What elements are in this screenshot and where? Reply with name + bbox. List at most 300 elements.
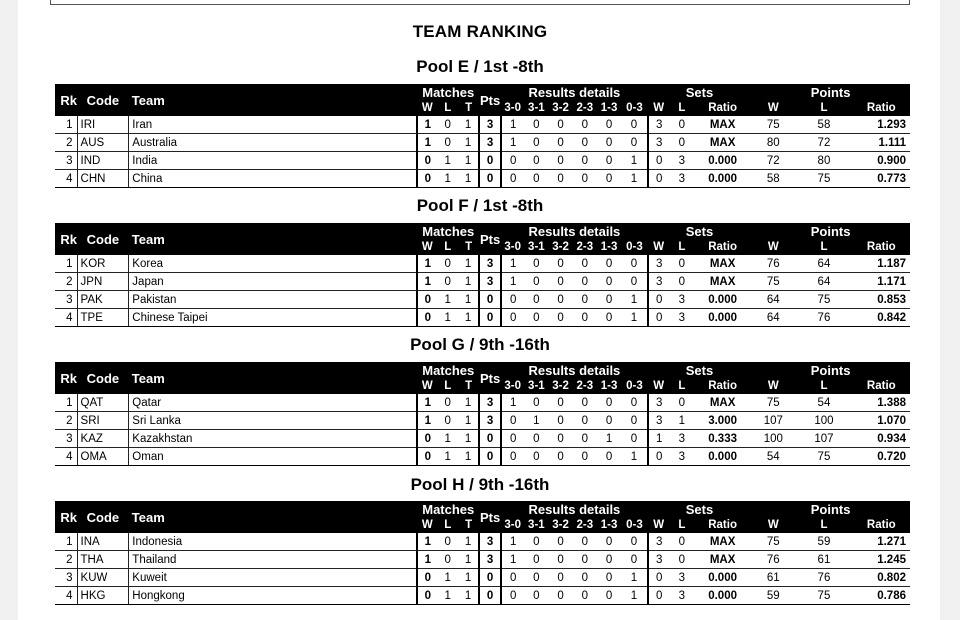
sets-won-cell: 3 — [648, 533, 670, 551]
pool-table-2 — [55, 223, 910, 327]
header-results-details: Results details — [501, 84, 648, 100]
rank-cell: 2 — [55, 134, 77, 152]
team-row — [55, 551, 910, 569]
points-won-cell: 75 — [751, 116, 795, 134]
team-name-cell: Iran — [129, 116, 418, 134]
result-3-0-cell: 0 — [501, 569, 524, 587]
header-2-3: 2-3 — [573, 378, 597, 394]
points-won-cell: 80 — [751, 134, 795, 152]
points-ratio-cell: 0.786 — [853, 587, 910, 605]
result-3-1-cell: 1 — [524, 412, 548, 430]
matches-lost-cell: 1 — [437, 309, 458, 327]
pool-rows — [55, 533, 910, 605]
team-name-cell: Chinese Taipei — [129, 309, 418, 327]
sets-ratio-cell: MAX — [694, 551, 751, 569]
header-results-details: Results details — [501, 362, 648, 378]
sets-won-cell: 3 — [648, 551, 670, 569]
result-2-3-cell: 0 — [573, 170, 597, 188]
header-points-l: L — [795, 100, 852, 116]
rank-cell: 4 — [55, 170, 77, 188]
team-name-cell: Oman — [129, 448, 418, 466]
result-3-0-cell: 0 — [501, 587, 524, 605]
sets-ratio-cell: MAX — [694, 255, 751, 273]
header-3-0: 3-0 — [501, 378, 524, 394]
team-name-cell: Thailand — [129, 551, 418, 569]
result-3-1-cell: 0 — [524, 430, 548, 448]
header-rk: Rk — [55, 223, 77, 255]
points-won-cell: 107 — [751, 412, 795, 430]
sets-lost-cell: 3 — [670, 309, 694, 327]
result-3-2-cell: 0 — [548, 394, 572, 412]
result-3-2-cell: 0 — [548, 291, 572, 309]
header-3-0: 3-0 — [501, 100, 524, 116]
pool-table-3 — [55, 362, 910, 466]
result-1-3-cell: 0 — [597, 533, 621, 551]
rank-cell: 2 — [55, 412, 77, 430]
header-points-l: L — [795, 517, 852, 533]
result-3-1-cell: 0 — [524, 551, 548, 569]
result-0-3-cell: 0 — [621, 412, 648, 430]
points-lost-cell: 64 — [795, 273, 852, 291]
sets-won-cell: 3 — [648, 412, 670, 430]
result-0-3-cell: 0 — [621, 533, 648, 551]
result-1-3-cell: 1 — [597, 430, 621, 448]
result-3-2-cell: 0 — [548, 587, 572, 605]
rank-cell: 1 — [55, 116, 77, 134]
header-3-1: 3-1 — [524, 239, 548, 255]
header-1-3: 1-3 — [597, 239, 621, 255]
team-code-cell: HKG — [77, 587, 129, 605]
header-3-1: 3-1 — [524, 100, 548, 116]
points-won-cell: 61 — [751, 569, 795, 587]
header-3-2: 3-2 — [548, 239, 572, 255]
matches-lost-cell: 1 — [437, 430, 458, 448]
matches-total-cell: 1 — [458, 116, 479, 134]
result-3-0-cell: 0 — [501, 309, 524, 327]
header-points: Points — [751, 362, 910, 378]
matches-won-cell: 1 — [417, 394, 437, 412]
result-2-3-cell: 0 — [573, 430, 597, 448]
header-matches-l: L — [437, 239, 458, 255]
result-2-3-cell: 0 — [573, 116, 597, 134]
team-row — [55, 291, 910, 309]
result-3-2-cell: 0 — [548, 170, 572, 188]
header-sets: Sets — [648, 362, 752, 378]
result-3-0-cell: 1 — [501, 273, 524, 291]
header-2-3: 2-3 — [573, 239, 597, 255]
matches-lost-cell: 0 — [437, 533, 458, 551]
sets-lost-cell: 0 — [670, 551, 694, 569]
matches-lost-cell: 0 — [437, 116, 458, 134]
header-points: Points — [751, 223, 910, 239]
result-3-2-cell: 0 — [548, 152, 572, 170]
points-ratio-cell: 0.842 — [853, 309, 910, 327]
sets-ratio-cell: 0.333 — [694, 430, 751, 448]
pool-title-1: Pool E / 1st -8th — [416, 57, 544, 76]
header-points-w: W — [751, 378, 795, 394]
header-code: Code — [77, 223, 129, 255]
result-1-3-cell: 0 — [597, 255, 621, 273]
previous-section-frame — [50, 0, 910, 5]
result-3-0-cell: 0 — [501, 448, 524, 466]
header-points-l: L — [795, 239, 852, 255]
points-ratio-cell: 1.187 — [853, 255, 910, 273]
result-3-0-cell: 0 — [501, 170, 524, 188]
team-code-cell: IRI — [77, 116, 129, 134]
points-lost-cell: 107 — [795, 430, 852, 448]
result-3-1-cell: 0 — [524, 134, 548, 152]
header-rk: Rk — [55, 501, 77, 533]
header-3-2: 3-2 — [548, 100, 572, 116]
result-3-0-cell: 0 — [501, 430, 524, 448]
sets-won-cell: 0 — [648, 587, 670, 605]
matches-won-cell: 0 — [417, 569, 437, 587]
matches-won-cell: 1 — [417, 412, 437, 430]
team-code-cell: THA — [77, 551, 129, 569]
result-1-3-cell: 0 — [597, 291, 621, 309]
points-ratio-cell: 1.271 — [853, 533, 910, 551]
header-sets: Sets — [648, 501, 752, 517]
matches-total-cell: 1 — [458, 134, 479, 152]
points-lost-cell: 100 — [795, 412, 852, 430]
points-ratio-cell: 0.720 — [853, 448, 910, 466]
sets-won-cell: 0 — [648, 152, 670, 170]
header-3-0: 3-0 — [501, 517, 524, 533]
team-name-cell: Qatar — [129, 394, 418, 412]
sets-lost-cell: 3 — [670, 448, 694, 466]
points-lost-cell: 64 — [795, 255, 852, 273]
points-cell: 0 — [479, 448, 501, 466]
team-code-cell: CHN — [77, 170, 129, 188]
points-cell: 3 — [479, 255, 501, 273]
header-matches: Matches — [417, 501, 479, 517]
points-cell: 0 — [479, 291, 501, 309]
team-name-cell: Kuweit — [129, 569, 418, 587]
team-name-cell: Pakistan — [129, 291, 418, 309]
result-3-1-cell: 0 — [524, 533, 548, 551]
sets-lost-cell: 0 — [670, 255, 694, 273]
sets-ratio-cell: MAX — [694, 116, 751, 134]
pool-table-1 — [55, 84, 910, 188]
points-won-cell: 76 — [751, 551, 795, 569]
result-3-2-cell: 0 — [548, 569, 572, 587]
points-lost-cell: 61 — [795, 551, 852, 569]
result-3-1-cell: 0 — [524, 273, 548, 291]
result-3-1-cell: 0 — [524, 152, 548, 170]
result-0-3-cell: 0 — [621, 551, 648, 569]
team-code-cell: KUW — [77, 569, 129, 587]
header-points-w: W — [751, 239, 795, 255]
sets-ratio-cell: 0.000 — [694, 587, 751, 605]
points-cell: 0 — [479, 430, 501, 448]
result-1-3-cell: 0 — [597, 412, 621, 430]
points-lost-cell: 59 — [795, 533, 852, 551]
header-2-3: 2-3 — [573, 100, 597, 116]
header-matches: Matches — [417, 84, 479, 100]
team-row — [55, 152, 910, 170]
team-code-cell: INA — [77, 533, 129, 551]
header-matches-t: T — [458, 517, 479, 533]
team-name-cell: Kazakhstan — [129, 430, 418, 448]
sets-ratio-cell: 0.000 — [694, 170, 751, 188]
matches-won-cell: 0 — [417, 170, 437, 188]
header-0-3: 0-3 — [621, 100, 648, 116]
result-0-3-cell: 1 — [621, 569, 648, 587]
team-row — [55, 394, 910, 412]
header-matches: Matches — [417, 223, 479, 239]
team-name-cell: Australia — [129, 134, 418, 152]
result-2-3-cell: 0 — [573, 533, 597, 551]
header-matches: Matches — [417, 362, 479, 378]
team-name-cell: India — [129, 152, 418, 170]
header-results-details: Results details — [501, 501, 648, 517]
sets-won-cell: 3 — [648, 394, 670, 412]
result-3-2-cell: 0 — [548, 533, 572, 551]
matches-lost-cell: 1 — [437, 291, 458, 309]
header-matches-t: T — [458, 100, 479, 116]
matches-total-cell: 1 — [458, 551, 479, 569]
points-won-cell: 75 — [751, 533, 795, 551]
result-0-3-cell: 1 — [621, 170, 648, 188]
header-code: Code — [77, 501, 129, 533]
header-matches-l: L — [437, 517, 458, 533]
header-1-3: 1-3 — [597, 517, 621, 533]
matches-won-cell: 0 — [417, 291, 437, 309]
result-0-3-cell: 0 — [621, 116, 648, 134]
header-3-1: 3-1 — [524, 517, 548, 533]
team-code-cell: KAZ — [77, 430, 129, 448]
sets-won-cell: 3 — [648, 255, 670, 273]
result-1-3-cell: 0 — [597, 116, 621, 134]
header-3-2: 3-2 — [548, 378, 572, 394]
points-ratio-cell: 1.388 — [853, 394, 910, 412]
sets-lost-cell: 3 — [670, 291, 694, 309]
points-cell: 0 — [479, 569, 501, 587]
points-ratio-cell: 0.853 — [853, 291, 910, 309]
sets-lost-cell: 0 — [670, 533, 694, 551]
sets-ratio-cell: MAX — [694, 134, 751, 152]
points-lost-cell: 80 — [795, 152, 852, 170]
result-2-3-cell: 0 — [573, 448, 597, 466]
sets-ratio-cell: MAX — [694, 273, 751, 291]
rank-cell: 3 — [55, 291, 77, 309]
matches-total-cell: 1 — [458, 291, 479, 309]
header-matches-w: W — [417, 100, 437, 116]
rank-cell: 4 — [55, 309, 77, 327]
result-1-3-cell: 0 — [597, 448, 621, 466]
team-code-cell: JPN — [77, 273, 129, 291]
header-matches-t: T — [458, 239, 479, 255]
header-team: Team — [129, 223, 418, 255]
points-ratio-cell: 0.900 — [853, 152, 910, 170]
sets-won-cell: 0 — [648, 170, 670, 188]
sets-won-cell: 0 — [648, 309, 670, 327]
points-won-cell: 75 — [751, 273, 795, 291]
sets-lost-cell: 0 — [670, 273, 694, 291]
points-won-cell: 64 — [751, 291, 795, 309]
result-3-1-cell: 0 — [524, 394, 548, 412]
result-2-3-cell: 0 — [573, 412, 597, 430]
rank-cell: 1 — [55, 255, 77, 273]
sets-won-cell: 0 — [648, 291, 670, 309]
result-3-1-cell: 0 — [524, 255, 548, 273]
team-row — [55, 587, 910, 605]
team-name-cell: Hongkong — [129, 587, 418, 605]
header-points-ratio: Ratio — [853, 517, 910, 533]
header-1-3: 1-3 — [597, 100, 621, 116]
result-3-1-cell: 0 — [524, 291, 548, 309]
result-0-3-cell: 0 — [621, 134, 648, 152]
points-won-cell: 76 — [751, 255, 795, 273]
points-cell: 0 — [479, 152, 501, 170]
matches-won-cell: 0 — [417, 430, 437, 448]
team-name-cell: China — [129, 170, 418, 188]
sets-ratio-cell: 0.000 — [694, 152, 751, 170]
sets-lost-cell: 3 — [670, 587, 694, 605]
team-row — [55, 134, 910, 152]
sets-lost-cell: 0 — [670, 394, 694, 412]
team-code-cell: TPE — [77, 309, 129, 327]
result-3-1-cell: 0 — [524, 116, 548, 134]
matches-won-cell: 0 — [417, 587, 437, 605]
result-3-0-cell: 1 — [501, 394, 524, 412]
sets-ratio-cell: MAX — [694, 394, 751, 412]
matches-total-cell: 1 — [458, 448, 479, 466]
points-cell: 3 — [479, 533, 501, 551]
pool-rows — [55, 394, 910, 466]
result-1-3-cell: 0 — [597, 152, 621, 170]
points-lost-cell: 58 — [795, 116, 852, 134]
pool-title-3: Pool G / 9th -16th — [410, 335, 550, 354]
header-sets-ratio: Ratio — [694, 378, 751, 394]
matches-total-cell: 1 — [458, 587, 479, 605]
result-3-2-cell: 0 — [548, 551, 572, 569]
result-1-3-cell: 0 — [597, 134, 621, 152]
points-lost-cell: 72 — [795, 134, 852, 152]
sets-ratio-cell: 0.000 — [694, 448, 751, 466]
matches-lost-cell: 1 — [437, 170, 458, 188]
points-lost-cell: 75 — [795, 587, 852, 605]
result-3-0-cell: 0 — [501, 291, 524, 309]
points-won-cell: 100 — [751, 430, 795, 448]
team-code-cell: OMA — [77, 448, 129, 466]
sets-won-cell: 3 — [648, 116, 670, 134]
team-row — [55, 412, 910, 430]
result-0-3-cell: 1 — [621, 587, 648, 605]
result-1-3-cell: 0 — [597, 569, 621, 587]
matches-total-cell: 1 — [458, 569, 479, 587]
points-won-cell: 72 — [751, 152, 795, 170]
header-sets: Sets — [648, 223, 752, 239]
result-0-3-cell: 0 — [621, 273, 648, 291]
result-2-3-cell: 0 — [573, 255, 597, 273]
result-3-2-cell: 0 — [548, 134, 572, 152]
points-ratio-cell: 1.245 — [853, 551, 910, 569]
result-0-3-cell: 0 — [621, 394, 648, 412]
header-points-w: W — [751, 100, 795, 116]
header-matches-w: W — [417, 239, 437, 255]
header-pts: Pts — [479, 362, 501, 394]
header-0-3: 0-3 — [621, 239, 648, 255]
sets-lost-cell: 1 — [670, 412, 694, 430]
sets-lost-cell: 3 — [670, 569, 694, 587]
header-sets-l: L — [670, 239, 694, 255]
header-sets-w: W — [648, 517, 670, 533]
rank-cell: 3 — [55, 430, 77, 448]
header-team: Team — [129, 501, 418, 533]
pool-rows — [55, 116, 910, 188]
matches-total-cell: 1 — [458, 309, 479, 327]
result-3-0-cell: 1 — [501, 134, 524, 152]
team-row — [55, 569, 910, 587]
points-cell: 3 — [479, 551, 501, 569]
matches-lost-cell: 1 — [437, 448, 458, 466]
pool-rows — [55, 255, 910, 327]
sets-won-cell: 1 — [648, 430, 670, 448]
result-3-1-cell: 0 — [524, 170, 548, 188]
matches-won-cell: 1 — [417, 533, 437, 551]
points-won-cell: 59 — [751, 587, 795, 605]
header-sets-ratio: Ratio — [694, 239, 751, 255]
header-code: Code — [77, 362, 129, 394]
matches-won-cell: 1 — [417, 551, 437, 569]
team-row — [55, 170, 910, 188]
result-3-2-cell: 0 — [548, 116, 572, 134]
header-team: Team — [129, 362, 418, 394]
points-ratio-cell: 0.802 — [853, 569, 910, 587]
result-3-0-cell: 1 — [501, 533, 524, 551]
points-ratio-cell: 0.934 — [853, 430, 910, 448]
team-name-cell: Sri Lanka — [129, 412, 418, 430]
team-row — [55, 430, 910, 448]
result-1-3-cell: 0 — [597, 273, 621, 291]
points-lost-cell: 76 — [795, 569, 852, 587]
matches-total-cell: 1 — [458, 412, 479, 430]
rank-cell: 2 — [55, 273, 77, 291]
matches-won-cell: 1 — [417, 116, 437, 134]
page-title: TEAM RANKING — [412, 22, 548, 41]
matches-won-cell: 1 — [417, 255, 437, 273]
rank-cell: 3 — [55, 569, 77, 587]
sets-ratio-cell: 0.000 — [694, 309, 751, 327]
result-0-3-cell: 1 — [621, 448, 648, 466]
matches-lost-cell: 1 — [437, 587, 458, 605]
header-3-0: 3-0 — [501, 239, 524, 255]
matches-won-cell: 0 — [417, 152, 437, 170]
header-pts: Pts — [479, 501, 501, 533]
result-3-0-cell: 1 — [501, 255, 524, 273]
matches-lost-cell: 0 — [437, 394, 458, 412]
result-2-3-cell: 0 — [573, 134, 597, 152]
matches-total-cell: 1 — [458, 394, 479, 412]
header-pts: Pts — [479, 84, 501, 116]
result-2-3-cell: 0 — [573, 291, 597, 309]
header-points-ratio: Ratio — [853, 100, 910, 116]
result-2-3-cell: 0 — [573, 309, 597, 327]
matches-won-cell: 1 — [417, 273, 437, 291]
team-code-cell: PAK — [77, 291, 129, 309]
matches-lost-cell: 0 — [437, 255, 458, 273]
header-sets-ratio: Ratio — [694, 517, 751, 533]
matches-total-cell: 1 — [458, 533, 479, 551]
result-3-0-cell: 0 — [501, 412, 524, 430]
points-lost-cell: 75 — [795, 448, 852, 466]
header-sets: Sets — [648, 84, 752, 100]
rank-cell: 1 — [55, 533, 77, 551]
result-3-2-cell: 0 — [548, 430, 572, 448]
team-row — [55, 116, 910, 134]
result-2-3-cell: 0 — [573, 587, 597, 605]
